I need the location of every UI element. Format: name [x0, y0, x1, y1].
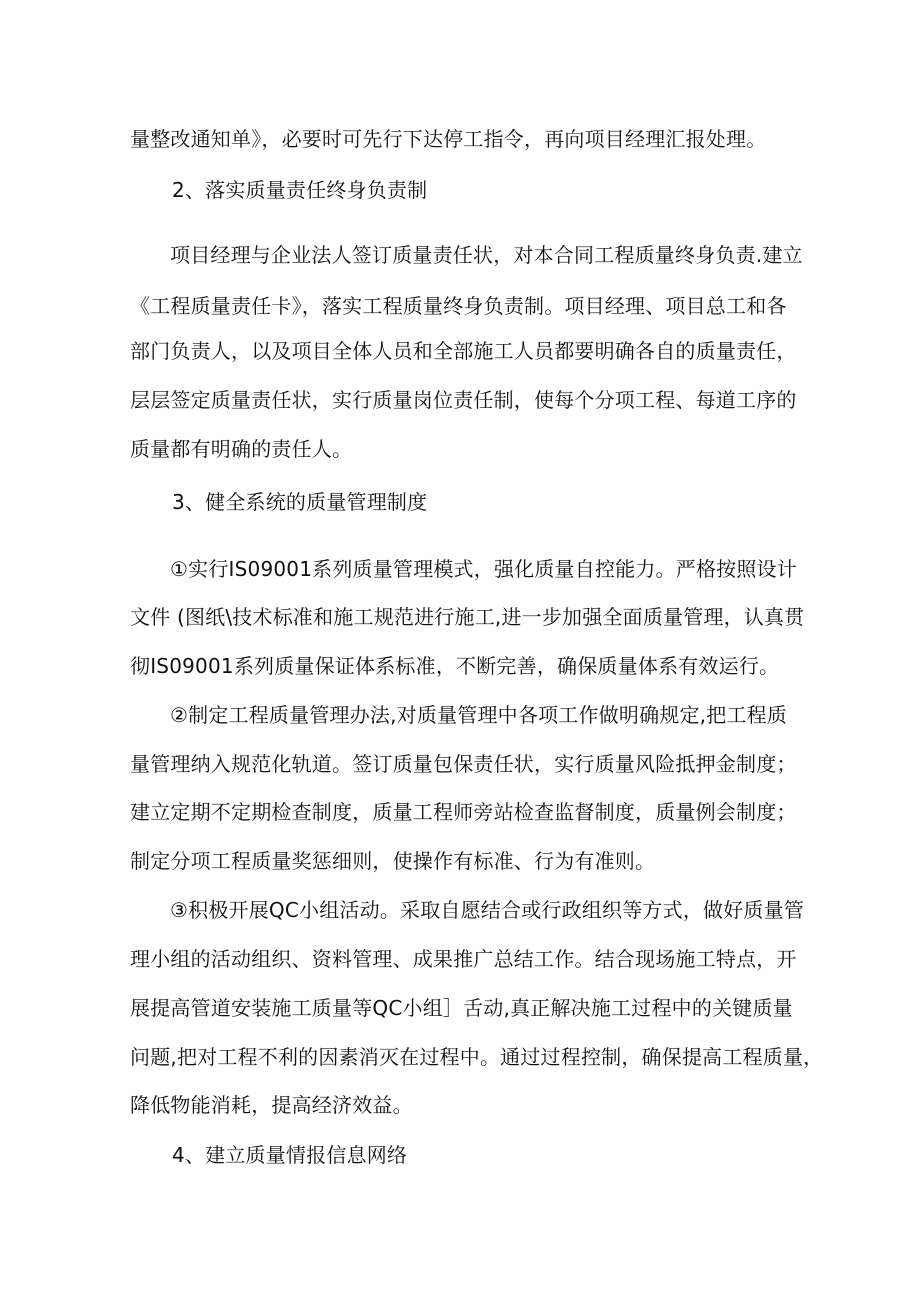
list-item-line: 理小组的活动组织、资料管理、成果推广总结工作。结合现场施工特点，开: [130, 947, 797, 971]
list-item-line: 量管理纳入规范化轨道。签订质量包保责任状，实行质量风险抵押金制度；: [130, 752, 797, 776]
list-item-line: ③积极开展QC小组活动。采取自愿结合或行政组织等方式，做好质量管: [170, 898, 805, 922]
paragraph-line: 量整改通知单》，必要时可先行下达停工指令，再向项目经理汇报处理。: [130, 127, 767, 151]
section-heading: 3、健全系统的质量管理制度: [172, 490, 428, 514]
paragraph-line: 层层签定质量责任状，实行质量岗位责任制，使每个分项工程、每道工序的: [130, 388, 797, 412]
section-heading: 2、落实质量责任终身负责制: [172, 178, 428, 202]
section-heading: 4、建立质量情报信息网络: [172, 1143, 408, 1167]
list-item-line: ②制定工程质量管理办法,对质量管理中各项工作做明确规定,把工程质: [170, 703, 788, 727]
list-item-line: 建立定期不定期检查制度，质量工程师旁站检查监督制度，质量例会制度；: [130, 800, 797, 824]
list-item-line: 降低物能消耗，提高经济效益。: [130, 1093, 413, 1117]
list-item-line: 文件 (图纸\技术标准和施工规范进行施工,进一步加强全面质量管理，认真贯: [130, 605, 805, 629]
paragraph-line: 《工程质量责任卡》，落实工程质量终身负责制。项目经理、项目总工和各: [130, 294, 787, 318]
list-item-line: 彻IS09001系列质量保证体系标准，不断完善，确保质量体系有效运行。: [130, 654, 780, 678]
list-item-line: 展提高管道安装施工质量等QC小组］舌动,真正解决施工过程中的关键质量: [130, 996, 793, 1020]
paragraph-line: 质量都有明确的责任人。: [130, 437, 353, 461]
list-item-line: 问题,把对工程不利的因素消灭在过程中。通过过程控制，确保提高工程质量，: [130, 1045, 824, 1069]
paragraph-line: 部门负责人，以及项目全体人员和全部施工人员都要明确各自的质量责任，: [130, 339, 797, 363]
list-item-line: ①实行IS09001系列质量管理模式，强化质量自控能力。严格按照设计: [170, 557, 797, 581]
list-item-line: 制定分项工程质量奖惩细则，使操作有标准、行为有准则。: [130, 849, 656, 873]
paragraph-line: 项目经理与企业法人签订质量责任状，对本合同工程质量终身负责.建立: [170, 243, 803, 267]
